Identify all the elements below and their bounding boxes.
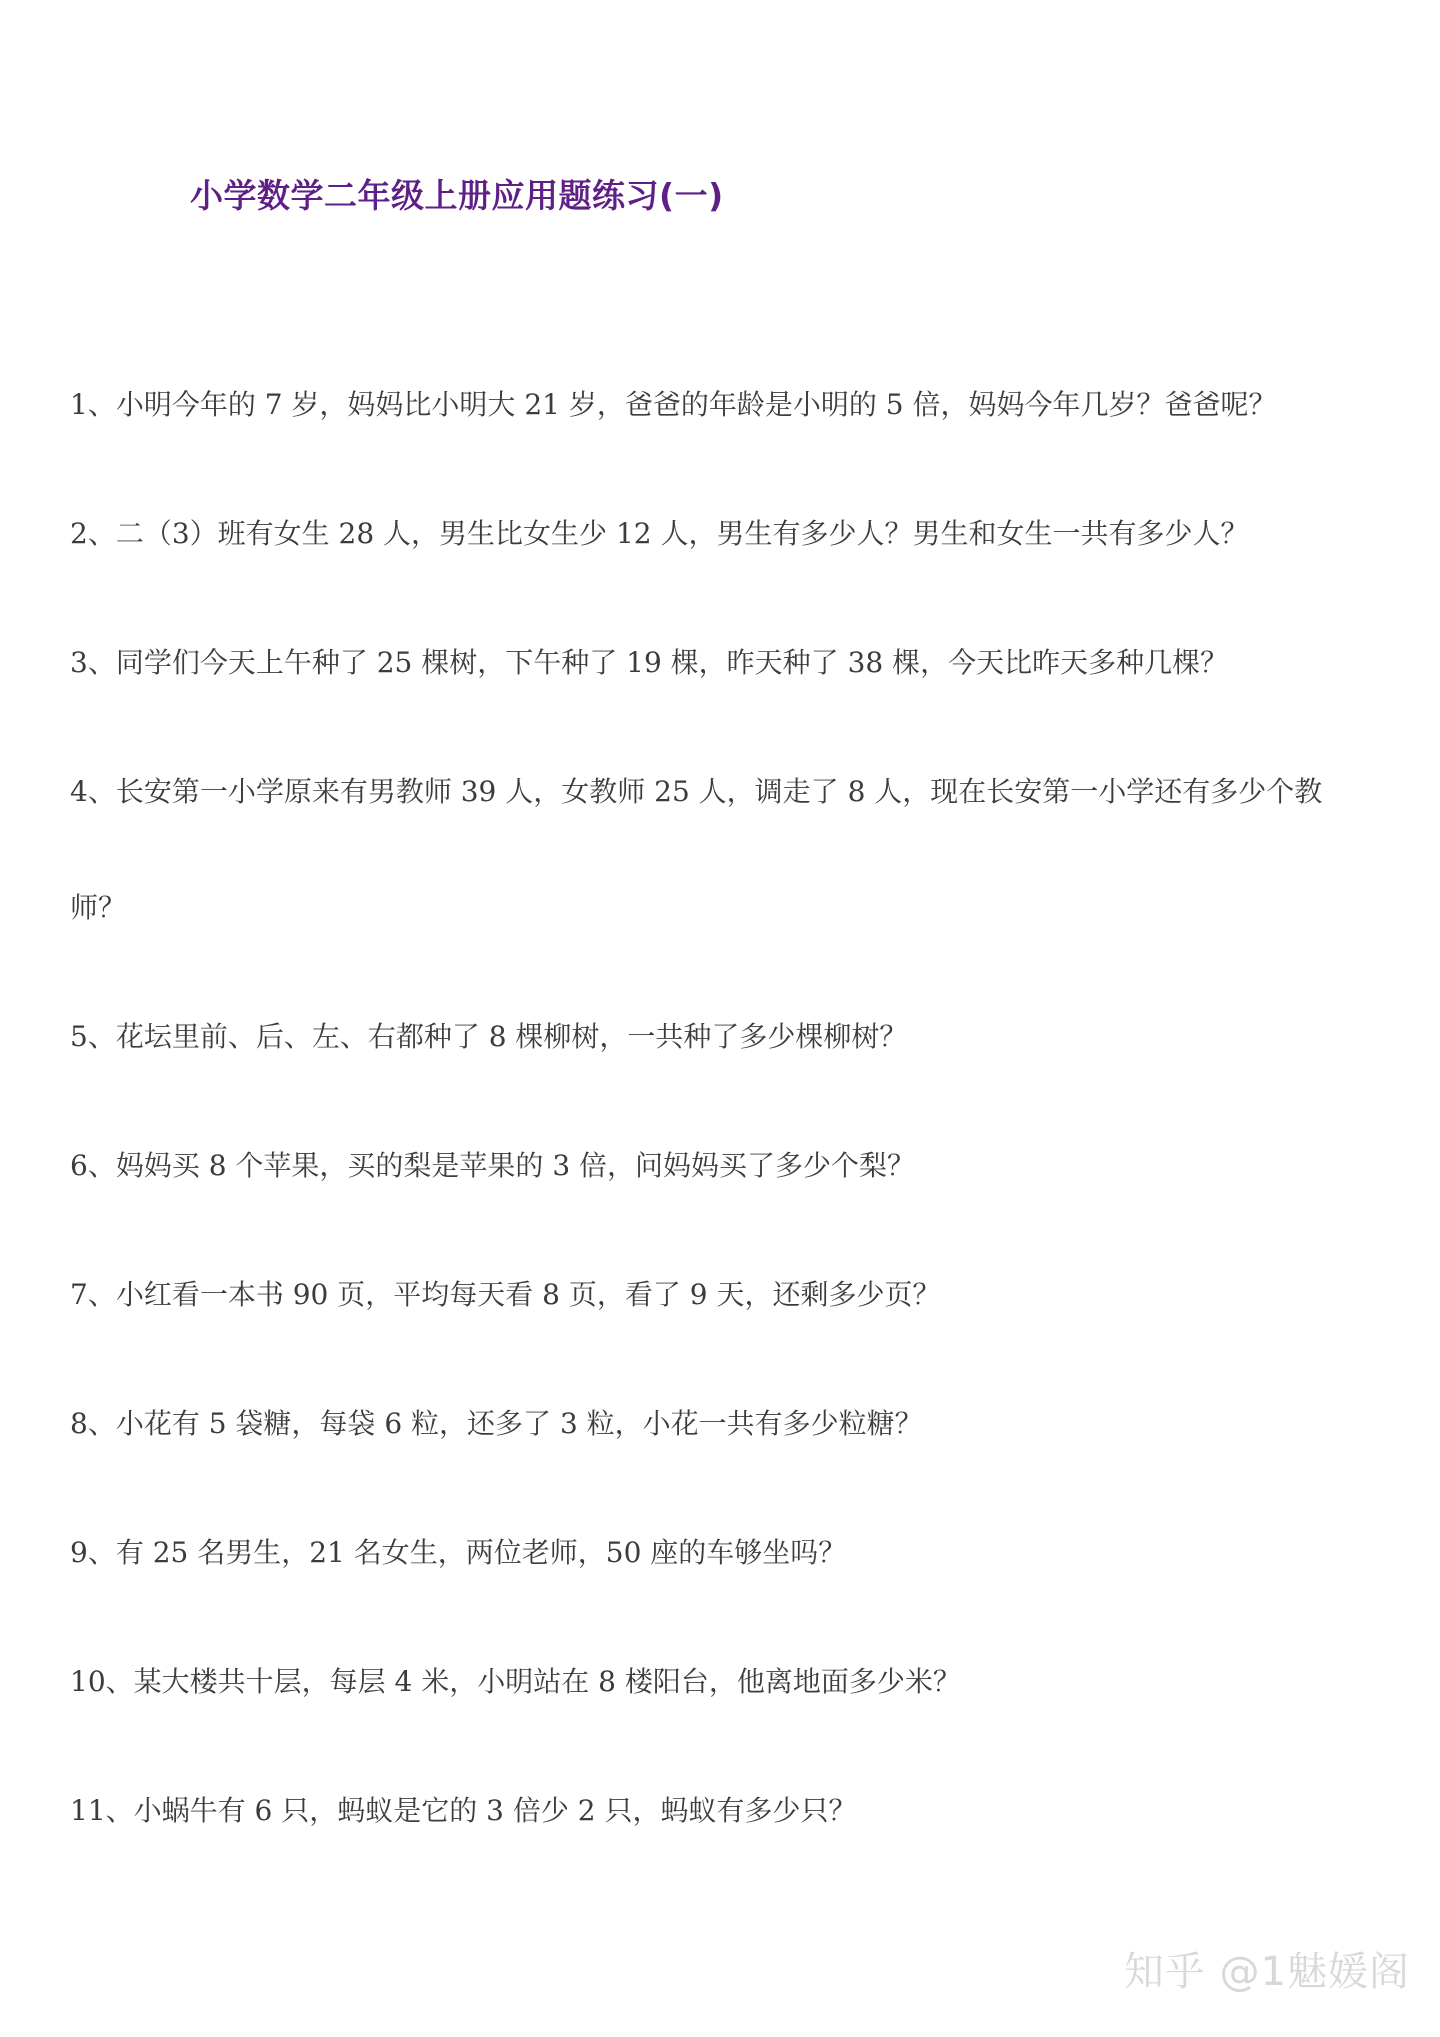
- question-7: 7、小红看一本书 90 页，平均每天看 8 页，看了 9 天，还剩多少页？: [70, 1278, 941, 1311]
- question-10: 10、某大楼共十层，每层 4 米，小明站在 8 楼阳台，他离地面多少米？: [70, 1665, 961, 1698]
- question-11: 11、小蜗牛有 6 只，蚂蚁是它的 3 倍少 2 只，蚂蚁有多少只？: [70, 1794, 857, 1827]
- question-2: 2、二（3）班有女生 28 人，男生比女生少 12 人，男生有多少人？男生和女生一共有多少人？: [70, 517, 1249, 550]
- question-8: 8、小花有 5 袋糖，每袋 6 粒，还多了 3 粒，小花一共有多少粒糖？: [70, 1407, 923, 1440]
- question-6: 6、妈妈买 8 个苹果，买的梨是苹果的 3 倍，问妈妈买了多少个梨？: [70, 1149, 916, 1182]
- question-3: 3、同学们今天上午种了 25 棵树，下午种了 19 棵，昨天种了 38 棵，今天比昨天多种几棵？: [70, 646, 1229, 679]
- question-9: 9、有 25 名男生，21 名女生，两位老师，50 座的车够坐吗？: [70, 1536, 847, 1569]
- question-4: 4、长安第一小学原来有男教师 39 人，女教师 25 人，调走了 8 人，现在长安第一小学还有多少个教: [70, 775, 1323, 808]
- question-5: 5、花坛里前、后、左、右都种了 8 棵柳树，一共种了多少棵柳树？: [70, 1020, 908, 1053]
- question-4-continued: 师？: [70, 891, 127, 924]
- page-title: 小学数学二年级上册应用题练习(一): [190, 176, 724, 215]
- watermark: 知乎 @1魅媛阁: [1123, 1949, 1410, 1995]
- question-1: 1、小明今年的 7 岁，妈妈比小明大 21 岁，爸爸的年龄是小明的 5 倍，妈妈今年几岁？爸爸呢？: [70, 388, 1277, 421]
- question-list: [70, 385, 1370, 1831]
